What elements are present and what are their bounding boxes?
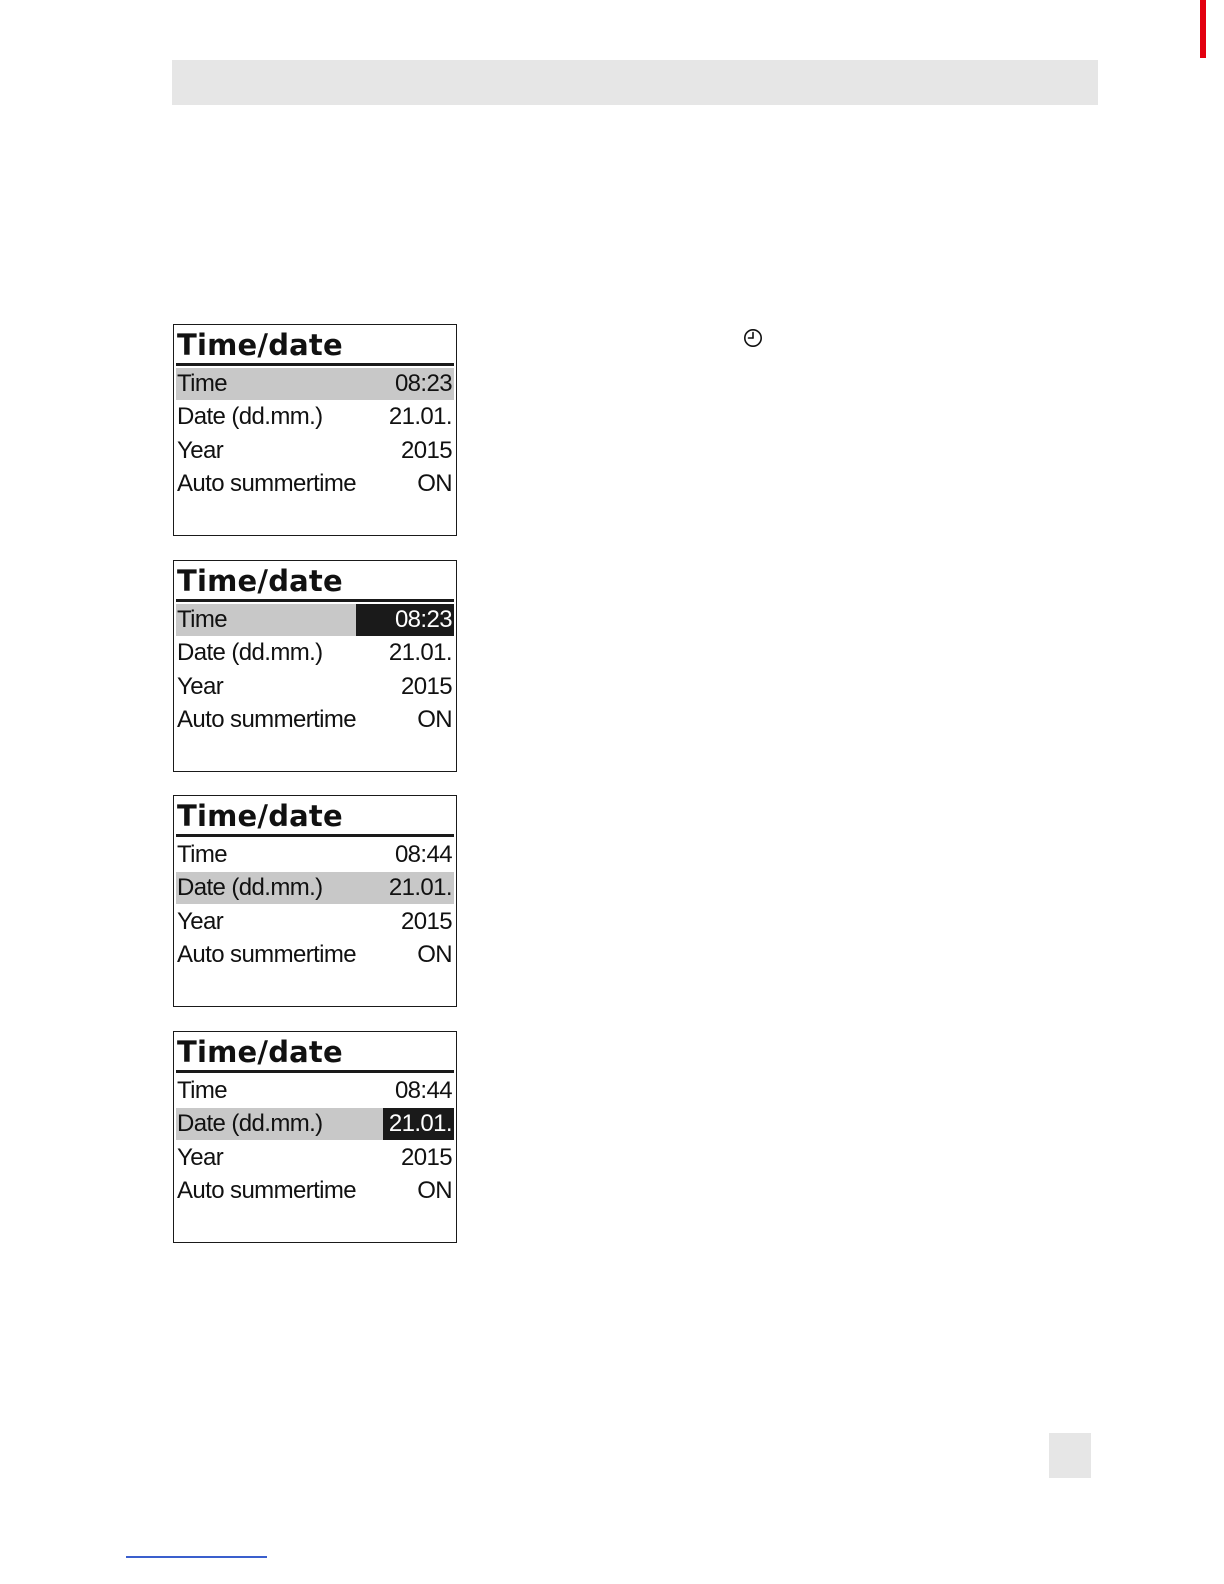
row-label: Date (dd.mm.) <box>177 874 323 901</box>
row-label: Year <box>177 437 224 464</box>
title-divider <box>176 363 454 366</box>
row-label: Time <box>177 841 228 868</box>
row-value: 21.01. <box>388 874 452 901</box>
screen-title: Time/date <box>177 1035 343 1069</box>
screen-title: Time/date <box>177 799 343 833</box>
row-auto-summertime[interactable] <box>176 1175 454 1207</box>
row-label: Year <box>177 908 224 935</box>
display-screen-4 <box>173 1031 457 1243</box>
row-auto-summertime[interactable] <box>176 468 454 500</box>
row-value: 08:44 <box>394 1077 452 1104</box>
title-divider <box>176 599 454 602</box>
row-value: ON <box>417 470 452 497</box>
row-label: Time <box>177 606 228 633</box>
row-value-editing[interactable]: 21.01. <box>383 1108 454 1140</box>
row-value: 21.01. <box>388 639 452 666</box>
footer-link-underline[interactable] <box>126 1556 267 1558</box>
row-year[interactable] <box>176 435 454 467</box>
row-year[interactable] <box>176 906 454 938</box>
row-date[interactable] <box>176 637 454 669</box>
row-value: 21.01. <box>388 403 452 430</box>
row-label: Time <box>177 1077 228 1104</box>
display-screen-2 <box>173 560 457 772</box>
row-value-editing[interactable]: 08:23 <box>356 604 454 636</box>
accent-bar <box>1200 0 1206 58</box>
row-value: 08:23 <box>394 370 452 397</box>
row-value: ON <box>417 706 452 733</box>
row-date[interactable] <box>176 1108 454 1140</box>
row-time[interactable] <box>176 839 454 871</box>
row-date[interactable] <box>176 401 454 433</box>
row-value: 2015 <box>401 437 452 464</box>
row-value: 08:44 <box>394 841 452 868</box>
row-label: Date (dd.mm.) <box>177 1110 323 1137</box>
row-value: 2015 <box>401 673 452 700</box>
row-value: 2015 <box>401 908 452 935</box>
row-year[interactable] <box>176 671 454 703</box>
clock-icon <box>743 328 763 348</box>
row-date[interactable] <box>176 872 454 904</box>
header-band <box>172 60 1098 105</box>
row-value: ON <box>417 1177 452 1204</box>
screen-title: Time/date <box>177 564 343 598</box>
row-auto-summertime[interactable] <box>176 939 454 971</box>
row-auto-summertime[interactable] <box>176 704 454 736</box>
row-label: Year <box>177 1144 224 1171</box>
row-label: Auto summertime <box>177 706 357 733</box>
title-divider <box>176 1070 454 1073</box>
row-time[interactable] <box>176 604 454 636</box>
screen-title: Time/date <box>177 328 343 362</box>
row-label: Auto summertime <box>177 1177 357 1204</box>
row-label: Time <box>177 370 228 397</box>
row-time[interactable] <box>176 1075 454 1107</box>
row-value: ON <box>417 941 452 968</box>
row-time[interactable] <box>176 368 454 400</box>
row-label: Auto summertime <box>177 941 357 968</box>
display-screen-1 <box>173 324 457 536</box>
title-divider <box>176 834 454 837</box>
row-label: Year <box>177 673 224 700</box>
row-year[interactable] <box>176 1142 454 1174</box>
display-screen-3 <box>173 795 457 1007</box>
page-number-box <box>1049 1433 1091 1478</box>
row-label: Date (dd.mm.) <box>177 403 323 430</box>
row-label: Date (dd.mm.) <box>177 639 323 666</box>
row-label: Auto summertime <box>177 470 357 497</box>
row-value: 2015 <box>401 1144 452 1171</box>
